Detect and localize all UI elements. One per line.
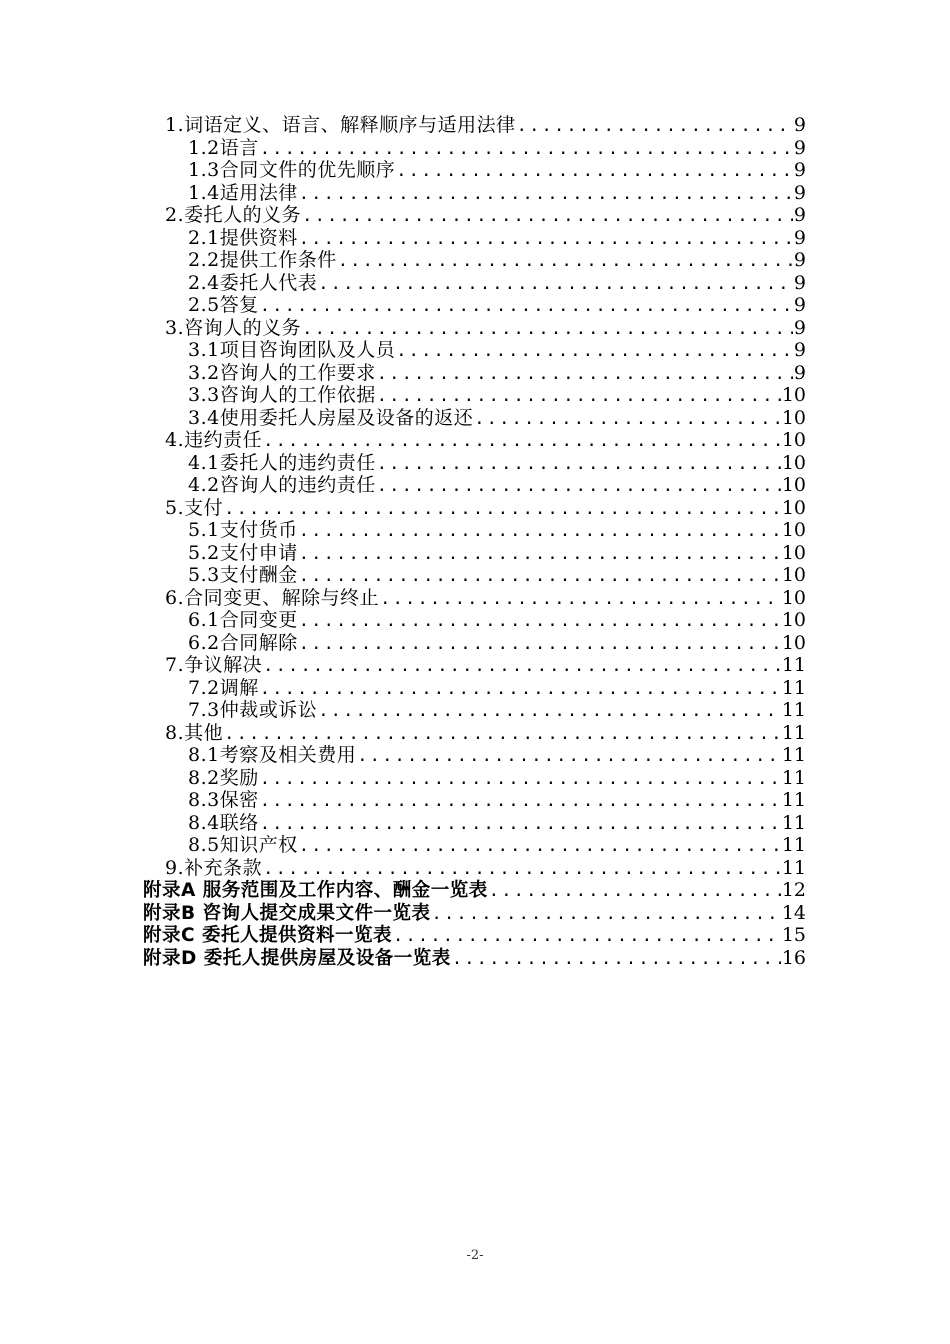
toc-entry-page: 11 xyxy=(781,856,806,879)
toc-subsection-entry[interactable] xyxy=(0,789,950,812)
toc-entry-line xyxy=(188,407,806,430)
toc-entry-label: 4.违约责任 xyxy=(165,429,263,451)
toc-leader-dots xyxy=(299,228,793,250)
toc-entry-line xyxy=(188,362,806,385)
toc-leader-dots xyxy=(260,813,781,835)
toc-leader-dots xyxy=(396,340,793,362)
toc-entry-label: 1.4适用法律 xyxy=(188,181,298,204)
toc-subsection-entry[interactable] xyxy=(0,249,950,272)
toc-section-entry[interactable] xyxy=(0,497,950,520)
toc-entry-label: 6.2合同解除 xyxy=(188,631,298,654)
toc-entry-page: 16 xyxy=(781,946,806,969)
toc-entry-label: 2.委托人的义务 xyxy=(165,204,302,226)
toc-entry-line xyxy=(165,587,806,610)
toc-section-entry[interactable] xyxy=(0,857,950,880)
toc-leader-dots xyxy=(224,723,781,745)
toc-entry-page: 9 xyxy=(793,271,806,294)
toc-entry-label: 5.3支付酬金 xyxy=(188,564,298,586)
toc-leader-dots xyxy=(377,385,781,407)
toc-appendix-entry[interactable] xyxy=(0,924,950,947)
toc-entry-page: 12 xyxy=(781,879,806,901)
toc-entry-line xyxy=(188,339,806,362)
toc-leader-dots xyxy=(377,453,781,475)
toc-leader-dots xyxy=(474,408,781,430)
toc-entry-page: 9 xyxy=(793,204,806,226)
toc-entry-page: 10 xyxy=(781,519,806,541)
toc-section-entry[interactable] xyxy=(0,114,950,137)
toc-subsection-entry[interactable] xyxy=(0,632,950,655)
toc-entry-label: 6.1合同变更 xyxy=(188,609,298,631)
toc-entry-line xyxy=(188,542,806,565)
toc-leader-dots xyxy=(517,115,793,137)
toc-leader-dots xyxy=(338,250,793,272)
toc-leader-dots xyxy=(357,745,781,767)
toc-entry-line xyxy=(143,902,806,925)
toc-entry-line xyxy=(143,879,806,902)
toc-entry-line xyxy=(188,699,806,722)
toc-entry-page: 9 xyxy=(793,181,806,204)
toc-entry-page: 10 xyxy=(781,564,806,586)
toc-entry-line xyxy=(188,294,806,317)
toc-entry-page: 14 xyxy=(781,901,806,924)
toc-leader-dots xyxy=(299,565,781,587)
toc-leader-dots xyxy=(299,633,781,655)
toc-subsection-entry[interactable] xyxy=(0,564,950,587)
toc-leader-dots xyxy=(263,655,781,677)
toc-entry-line xyxy=(188,384,806,407)
toc-leader-dots xyxy=(302,205,793,227)
toc-subsection-entry[interactable] xyxy=(0,609,950,632)
toc-entry-page: 10 xyxy=(781,406,806,429)
toc-subsection-entry[interactable] xyxy=(0,137,950,160)
toc-entry-label: 3.1项目咨询团队及人员 xyxy=(188,339,396,361)
table-of-contents xyxy=(0,114,950,969)
toc-entry-page: 11 xyxy=(781,766,806,789)
toc-entry-label: 1.词语定义、语言、解释顺序与适用法律 xyxy=(165,114,516,136)
toc-leader-dots xyxy=(260,768,781,790)
toc-leader-dots xyxy=(299,183,793,205)
toc-section-entry[interactable] xyxy=(0,654,950,677)
toc-entry-page: 11 xyxy=(781,676,806,699)
toc-leader-dots xyxy=(302,318,793,340)
toc-entry-line xyxy=(165,204,806,227)
toc-entry-label: 2.1提供资料 xyxy=(188,226,298,249)
toc-entry-page: 10 xyxy=(781,609,806,631)
toc-entry-line xyxy=(165,317,806,340)
toc-entry-line xyxy=(188,452,806,475)
toc-leader-dots xyxy=(299,520,781,542)
toc-entry-label: 5.2支付申请 xyxy=(188,541,298,564)
toc-entry-label: 3.咨询人的义务 xyxy=(165,316,302,339)
toc-subsection-entry[interactable] xyxy=(0,227,950,250)
toc-entry-page: 11 xyxy=(781,811,806,834)
toc-entry-line xyxy=(188,182,806,205)
toc-leader-dots xyxy=(377,475,781,497)
toc-leader-dots xyxy=(260,138,793,160)
toc-section-entry[interactable] xyxy=(0,722,950,745)
toc-entry-line xyxy=(165,429,806,452)
toc-entry-page: 9 xyxy=(793,159,806,181)
toc-leader-dots xyxy=(489,880,781,902)
toc-leader-dots xyxy=(318,700,781,722)
toc-leader-dots xyxy=(299,610,781,632)
toc-subsection-entry[interactable] xyxy=(0,182,950,205)
toc-entry-line xyxy=(188,834,806,857)
toc-entry-page: 10 xyxy=(781,541,806,564)
toc-entry-label: 2.2提供工作条件 xyxy=(188,249,337,271)
toc-entry-line xyxy=(143,924,806,947)
toc-entry-label: 8.3保密 xyxy=(188,789,259,811)
toc-entry-label: 8.1考察及相关费用 xyxy=(188,744,357,766)
toc-leader-dots xyxy=(396,160,793,182)
toc-entry-page: 9 xyxy=(793,136,806,159)
toc-entry-page: 9 xyxy=(793,339,806,361)
toc-appendix-entry[interactable] xyxy=(0,902,950,925)
toc-entry-label: 8.4联络 xyxy=(188,811,259,834)
toc-leader-dots xyxy=(452,948,781,970)
toc-subsection-entry[interactable] xyxy=(0,362,950,385)
toc-entry-page: 15 xyxy=(781,924,806,946)
toc-entry-page: 9 xyxy=(793,249,806,271)
toc-leader-dots xyxy=(377,363,793,385)
toc-leader-dots xyxy=(224,498,781,520)
toc-entry-label: 7.2调解 xyxy=(188,676,259,699)
toc-leader-dots xyxy=(380,588,781,610)
toc-entry-label: 2.4委托人代表 xyxy=(188,271,318,294)
toc-subsection-entry[interactable] xyxy=(0,767,950,790)
toc-entry-label: 附录D 委托人提供房屋及设备一览表 xyxy=(143,947,451,969)
toc-leader-dots xyxy=(432,903,781,925)
toc-entry-line xyxy=(165,722,806,745)
toc-appendix-entry[interactable] xyxy=(0,879,950,902)
toc-entry-page: 9 xyxy=(793,294,806,316)
toc-entry-page: 10 xyxy=(781,384,806,406)
toc-entry-page: 11 xyxy=(781,699,806,721)
toc-entry-label: 4.1委托人的违约责任 xyxy=(188,451,376,474)
toc-entry-page: 11 xyxy=(781,654,806,676)
toc-entry-label: 7.3仲裁或诉讼 xyxy=(188,699,318,721)
toc-entry-label: 9.补充条款 xyxy=(165,856,263,879)
toc-entry-label: 3.2咨询人的工作要求 xyxy=(188,361,376,384)
toc-entry-page: 10 xyxy=(781,496,806,519)
toc-entry-page: 10 xyxy=(781,586,806,609)
toc-entry-label: 3.4使用委托人房屋及设备的返还 xyxy=(188,406,474,429)
toc-entry-label: 附录B 咨询人提交成果文件一览表 xyxy=(143,902,431,924)
toc-entry-line xyxy=(188,632,806,655)
toc-subsection-entry[interactable] xyxy=(0,834,950,857)
toc-entry-line xyxy=(188,789,806,812)
toc-entry-line xyxy=(188,677,806,700)
toc-entry-page: 10 xyxy=(781,474,806,496)
toc-subsection-entry[interactable] xyxy=(0,474,950,497)
toc-entry-line xyxy=(165,654,806,677)
toc-entry-page: 9 xyxy=(793,316,806,339)
toc-entry-label: 5.支付 xyxy=(165,496,224,519)
toc-section-entry[interactable] xyxy=(0,587,950,610)
toc-entry-line xyxy=(165,497,806,520)
toc-entry-label: 1.2语言 xyxy=(188,136,259,159)
toc-entry-label: 8.5知识产权 xyxy=(188,834,298,856)
toc-entry-label: 7.争议解决 xyxy=(165,654,263,676)
toc-entry-label: 6.合同变更、解除与终止 xyxy=(165,586,380,609)
toc-section-entry[interactable] xyxy=(0,317,950,340)
toc-entry-label: 8.2奖励 xyxy=(188,766,259,789)
toc-entry-label: 2.5答复 xyxy=(188,294,259,316)
toc-entry-page: 9 xyxy=(793,226,806,249)
toc-entry-page: 11 xyxy=(781,789,806,811)
toc-entry-line xyxy=(188,767,806,790)
toc-entry-line xyxy=(188,227,806,250)
toc-entry-page: 11 xyxy=(781,834,806,856)
toc-entry-label: 4.2咨询人的违约责任 xyxy=(188,474,376,496)
toc-entry-line xyxy=(188,519,806,542)
toc-entry-page: 11 xyxy=(781,744,806,766)
toc-subsection-entry[interactable] xyxy=(0,812,950,835)
toc-subsection-entry[interactable] xyxy=(0,159,950,182)
toc-entry-label: 5.1支付货币 xyxy=(188,519,298,541)
toc-entry-page: 10 xyxy=(781,631,806,654)
toc-leader-dots xyxy=(260,790,781,812)
toc-subsection-entry[interactable] xyxy=(0,384,950,407)
toc-entry-line xyxy=(188,272,806,295)
toc-entry-page: 10 xyxy=(781,451,806,474)
toc-entry-line xyxy=(188,812,806,835)
toc-subsection-entry[interactable] xyxy=(0,272,950,295)
toc-entry-line xyxy=(165,857,806,880)
toc-entry-page: 9 xyxy=(793,361,806,384)
toc-subsection-entry[interactable] xyxy=(0,542,950,565)
page-number: -2- xyxy=(466,1248,484,1263)
toc-leader-dots xyxy=(263,430,781,452)
toc-entry-line xyxy=(143,947,806,970)
toc-section-entry[interactable] xyxy=(0,204,950,227)
toc-entry-line xyxy=(188,474,806,497)
toc-entry-line xyxy=(188,564,806,587)
toc-entry-label: 8.其他 xyxy=(165,721,224,744)
toc-entry-line xyxy=(188,249,806,272)
toc-subsection-entry[interactable] xyxy=(0,339,950,362)
toc-entry-label: 3.3咨询人的工作依据 xyxy=(188,384,376,406)
toc-entry-label: 1.3合同文件的优先顺序 xyxy=(188,159,396,181)
toc-entry-label: 附录A 服务范围及工作内容、酬金一览表 xyxy=(143,880,488,901)
toc-entry-line xyxy=(188,159,806,182)
toc-appendix-entry[interactable] xyxy=(0,947,950,970)
toc-subsection-entry[interactable] xyxy=(0,452,950,475)
toc-entry-page: 10 xyxy=(781,429,806,451)
toc-leader-dots xyxy=(260,295,793,317)
toc-leader-dots xyxy=(299,835,781,857)
toc-section-entry[interactable] xyxy=(0,429,950,452)
toc-subsection-entry[interactable] xyxy=(0,294,950,317)
toc-entry-line xyxy=(188,744,806,767)
toc-subsection-entry[interactable] xyxy=(0,677,950,700)
toc-entry-label: 附录C 委托人提供资料一览表 xyxy=(143,925,393,946)
toc-entry-line xyxy=(188,609,806,632)
toc-subsection-entry[interactable] xyxy=(0,699,950,722)
toc-entry-page: 9 xyxy=(793,114,806,136)
toc-leader-dots xyxy=(299,543,781,565)
toc-subsection-entry[interactable] xyxy=(0,744,950,767)
toc-subsection-entry[interactable] xyxy=(0,407,950,430)
toc-leader-dots xyxy=(260,678,781,700)
toc-entry-line xyxy=(165,114,806,137)
toc-leader-dots xyxy=(318,273,793,295)
toc-entry-page: 11 xyxy=(781,721,806,744)
toc-subsection-entry[interactable] xyxy=(0,519,950,542)
toc-leader-dots xyxy=(263,858,781,880)
toc-entry-line xyxy=(188,137,806,160)
toc-leader-dots xyxy=(393,925,781,947)
